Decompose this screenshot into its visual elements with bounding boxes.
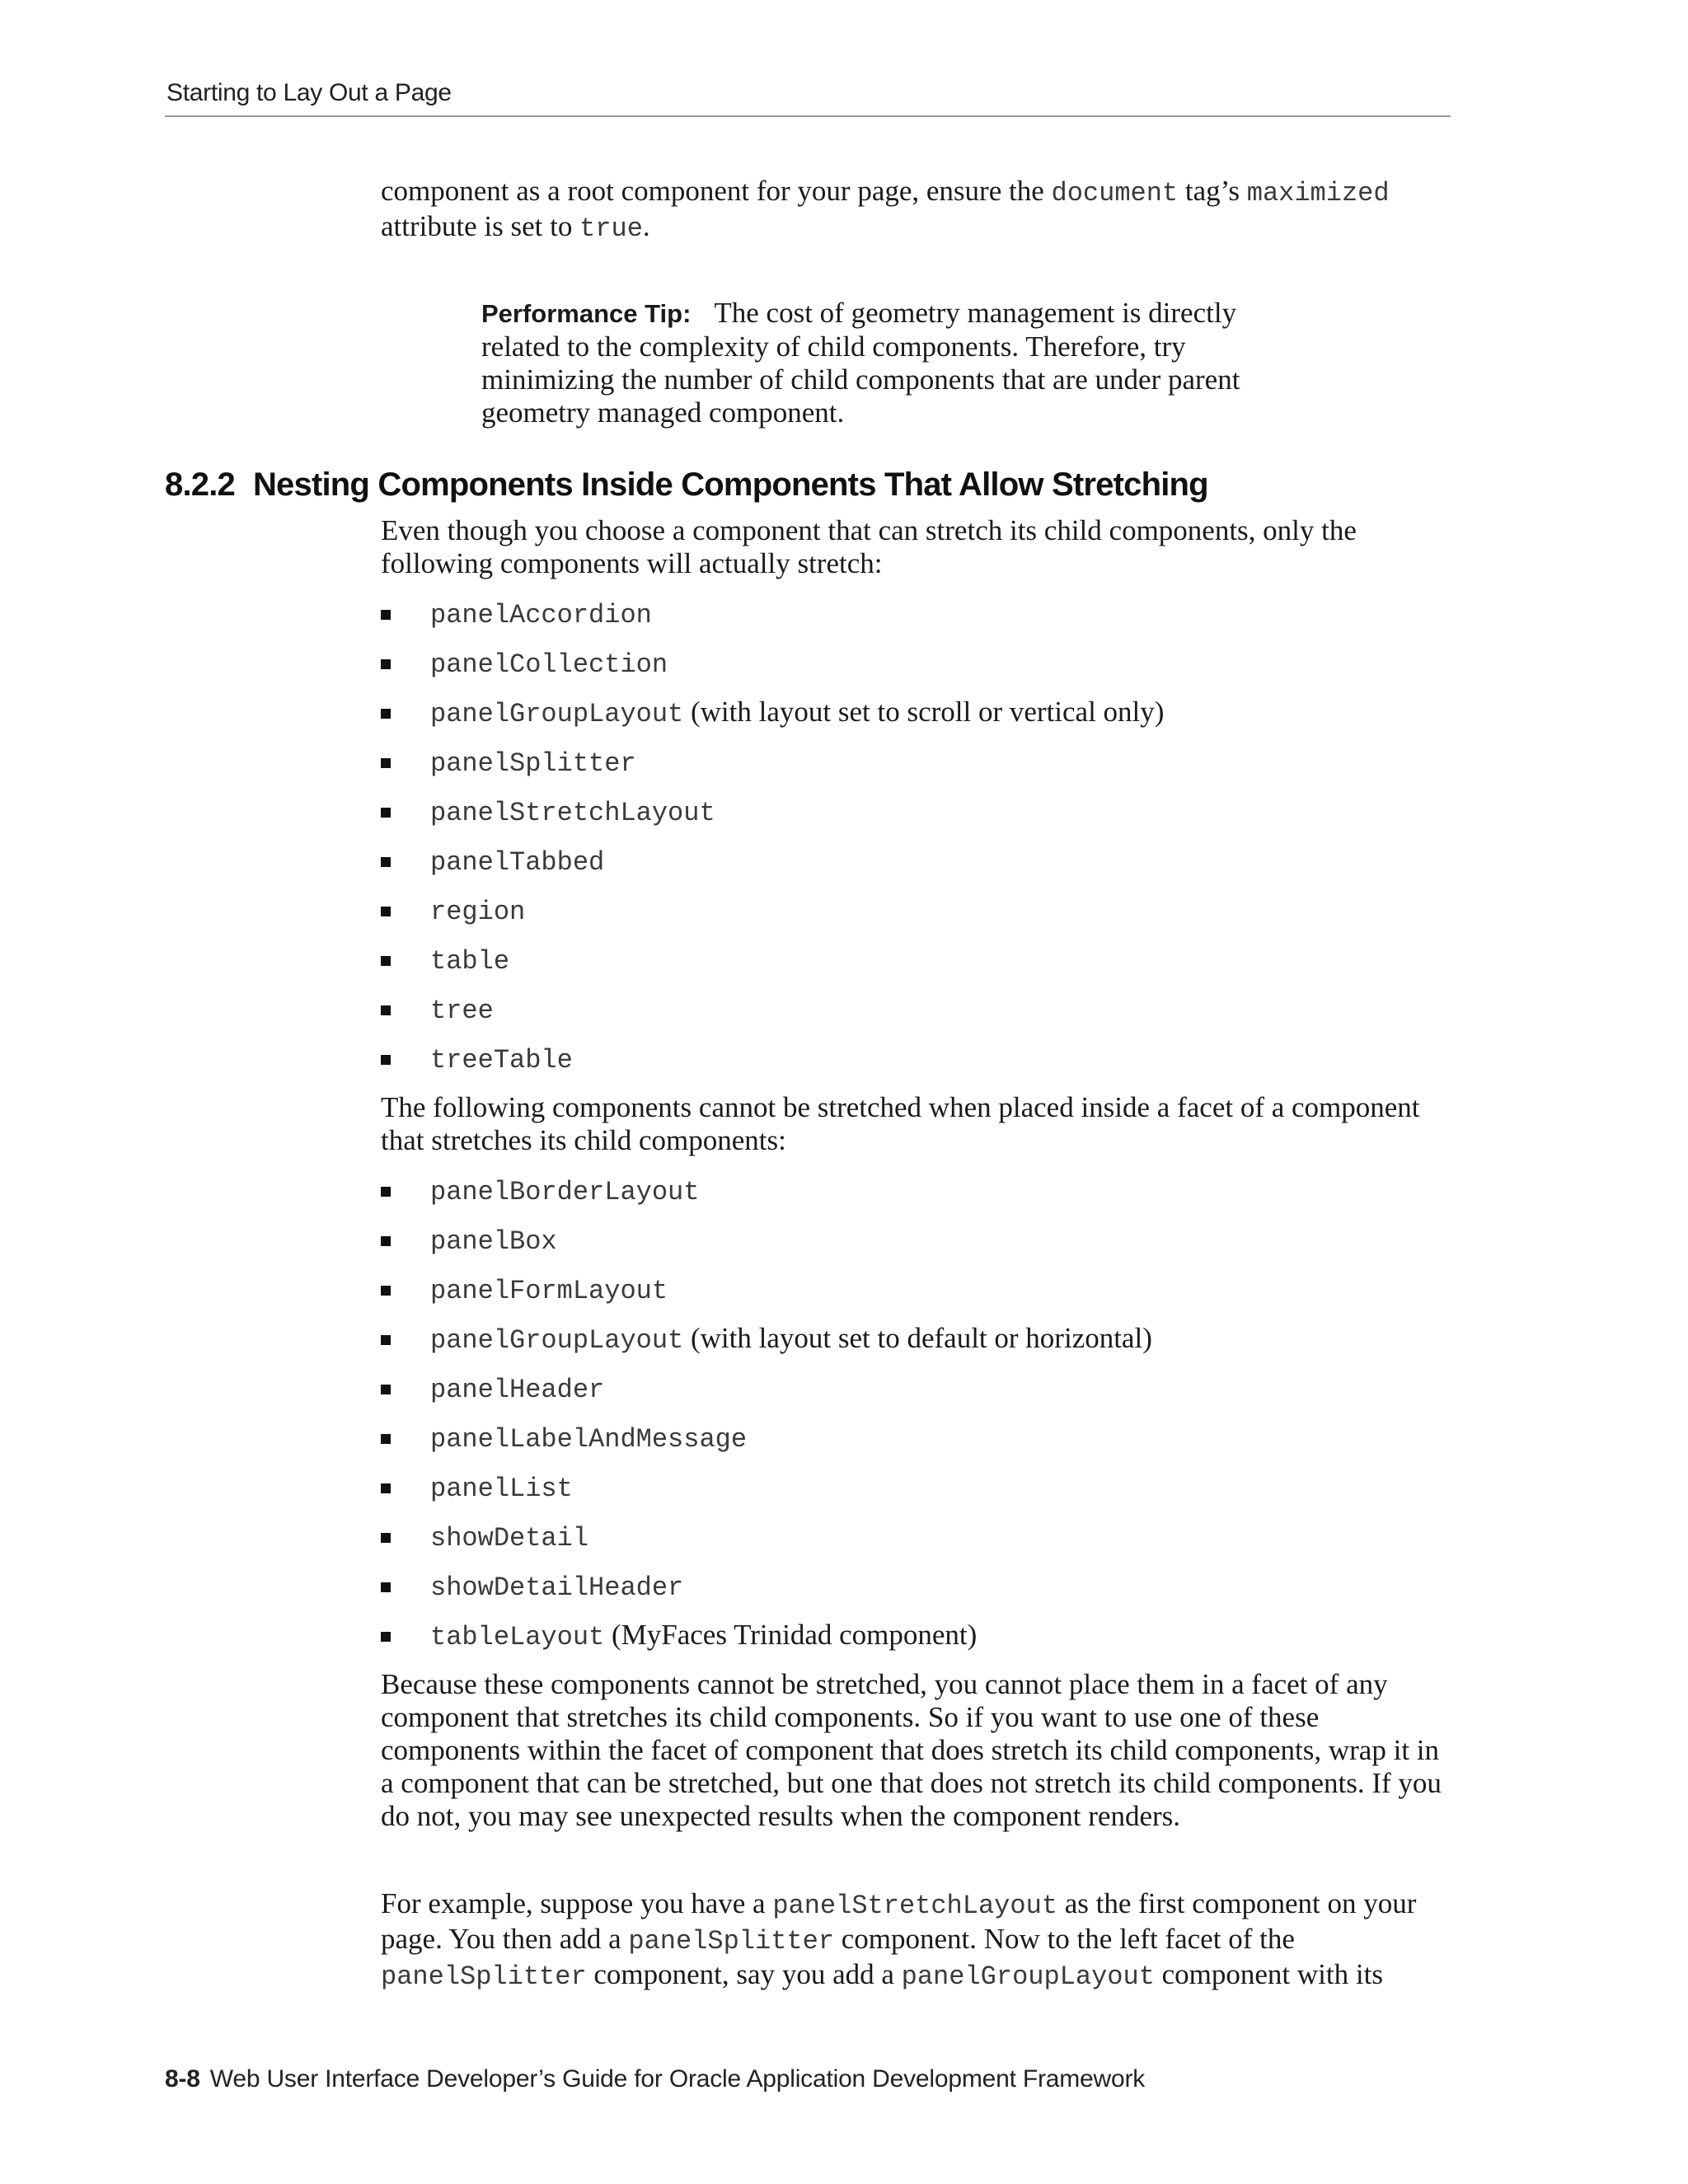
- intro-text-1: component as a root component for your page, ensure the: [381, 175, 1052, 207]
- bullet-icon: [381, 1335, 391, 1345]
- bullet-icon: [381, 659, 391, 669]
- bullet-icon: [381, 1533, 391, 1543]
- list-item: panelBorderLayout: [381, 1165, 1444, 1215]
- bullet-icon: [381, 1055, 391, 1065]
- list-item: panelTabbed: [381, 836, 1444, 885]
- intro-text-3: attribute is set to: [381, 210, 580, 242]
- performance-tip: [481, 297, 1306, 429]
- stretch-list: [381, 588, 1444, 1083]
- stretch-intro-paragraph: Even though you choose a component that can stretch its child components, only the following components will actually stretch:: [381, 514, 1357, 579]
- bullet-icon: [381, 808, 391, 818]
- list-item: showDetail: [381, 1511, 1444, 1561]
- list-item: region: [381, 885, 1444, 935]
- tip-text: The cost of geometry management is directly related to the complexity of child components. Therefore, try minimizing the number of child components that are under parent geometry managed component.: [481, 297, 1240, 429]
- bullet-icon: [381, 1385, 391, 1394]
- section-heading: [165, 466, 1208, 504]
- list-item: panelAccordion: [381, 588, 1444, 638]
- page-footer: [165, 2065, 1145, 2093]
- list-item: showDetailHeader: [381, 1561, 1444, 1610]
- list-item: panelStretchLayout: [381, 786, 1444, 836]
- list-item: table: [381, 935, 1444, 984]
- bullet-icon: [381, 1582, 391, 1592]
- list-item: panelHeader: [381, 1363, 1444, 1413]
- list-item: tableLayout (MyFaces Trinidad component): [381, 1610, 1444, 1660]
- list-item: panelFormLayout: [381, 1264, 1444, 1314]
- section-number: 8.2.2: [165, 466, 235, 503]
- book-title: Web User Interface Developer’s Guide for Oracle Application Development Framework: [209, 2065, 1146, 2093]
- tip-label: Performance Tip:: [481, 299, 692, 328]
- section-title: Nesting Components Inside Components That Allow Stretching: [252, 466, 1208, 503]
- intro-code-true: true: [579, 213, 643, 244]
- page-number: 8-8: [165, 2065, 200, 2093]
- nostretch-intro-paragraph: The following components cannot be stretched when placed inside a facet of a component that stretches its child components:: [381, 1091, 1420, 1156]
- list-item: panelGroupLayout (with layout set to scroll or vertical only): [381, 687, 1444, 737]
- list-item: tree: [381, 984, 1444, 1033]
- example-paragraph: For example, suppose you have a panelStretchLayout as the first component on your page. You then add a panelSplitter component. Now to the left facet of the panelSplitter component, say you add a panelGroupLayout component with its: [381, 1887, 1417, 1992]
- bullet-icon: [381, 1632, 391, 1642]
- nostretch-list: [381, 1165, 1444, 1660]
- list-item: panelList: [381, 1462, 1444, 1511]
- bullet-icon: [381, 1286, 391, 1296]
- bullet-icon: [381, 1187, 391, 1197]
- running-header-title: Starting to Lay Out a Page: [166, 79, 452, 106]
- because-paragraph: Because these components cannot be stretched, you cannot place them in a facet of any component that stretches its child components. So if you want to use one of these components within the facet of component that does stretch its child components, wrap it in a component that can be stretched, but one that does not stretch its child components. If you do not, you may see unexpected results when the component renders.: [381, 1668, 1442, 1832]
- intro-text-2: tag’s: [1178, 175, 1247, 207]
- bullet-icon: [381, 1483, 391, 1493]
- intro-code-maximized: maximized: [1246, 178, 1390, 209]
- intro-paragraph: [381, 175, 1444, 246]
- bullet-icon: [381, 907, 391, 916]
- bullet-icon: [381, 1434, 391, 1444]
- bullet-icon: [381, 857, 391, 867]
- list-item: panelSplitter: [381, 737, 1444, 786]
- list-item: treeTable: [381, 1033, 1444, 1083]
- bullet-icon: [381, 610, 391, 620]
- bullet-icon: [381, 1005, 391, 1015]
- list-item: panelBox: [381, 1215, 1444, 1264]
- list-item: panelGroupLayout (with layout set to default or horizontal): [381, 1314, 1444, 1363]
- running-header: [165, 76, 1451, 117]
- bullet-icon: [381, 709, 391, 719]
- list-item: panelLabelAndMessage: [381, 1413, 1444, 1462]
- intro-text-4: .: [642, 210, 650, 242]
- bullet-icon: [381, 1236, 391, 1246]
- list-item: panelCollection: [381, 638, 1444, 687]
- intro-code-document: document: [1051, 178, 1179, 209]
- bullet-icon: [381, 758, 391, 768]
- bullet-icon: [381, 956, 391, 966]
